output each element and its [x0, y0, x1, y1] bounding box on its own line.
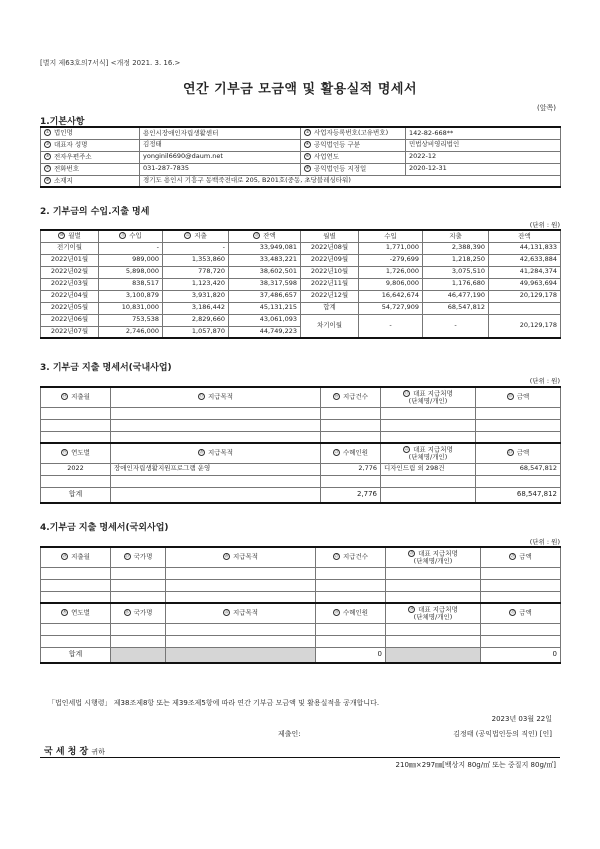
ovs-total-row: [41, 647, 561, 663]
dom-empty-row: [41, 407, 561, 419]
income-row: [41, 242, 561, 254]
basic-value: 용인시장애인자립생활센터: [140, 127, 301, 139]
section-income-title: 2. 기부금의 수입.지출 명세: [40, 207, 150, 217]
month-cell: 2022년02월: [41, 266, 99, 278]
col-month-2: 월별: [301, 230, 359, 242]
dom-data-row: [41, 463, 561, 475]
income-cell: 10,831,000: [99, 302, 163, 314]
legal-statement: 「법인세법 시행령」 제38조제8항 또는 제39조제5항에 따라 연간 기부금 모금액 및 활용실적을 공개합니다.: [48, 699, 380, 707]
month-cell: 2022년06월: [41, 314, 99, 326]
ovs-empty-row: [41, 591, 561, 603]
dom-col-beneficiaries: ㉑ 수혜인원: [321, 443, 381, 463]
expense-cell: 46,477,190: [423, 290, 489, 302]
dom-col-purpose-2: ⑳ 지급목적: [111, 443, 321, 463]
expense-cell: 1,353,860: [163, 254, 229, 266]
recipient: 국 세 청 장 귀하: [44, 747, 105, 757]
dom-empty-row: [41, 475, 561, 487]
balance-cell: 43,061,093: [229, 314, 301, 326]
dom-purpose: 장애인자립생활지원프로그램 운영: [111, 463, 321, 475]
basic-info-table: [40, 126, 561, 188]
expense-cell: 2,829,660: [163, 314, 229, 326]
dom-empty-row: [41, 419, 561, 431]
expense-cell: 778,720: [163, 266, 229, 278]
balance-cell: 38,317,598: [229, 278, 301, 290]
ovs-empty-row: [41, 623, 561, 635]
expense-cell: 1,123,420: [163, 278, 229, 290]
month-cell: 2022년07월: [41, 326, 99, 338]
income-cell: 9,806,000: [359, 278, 423, 290]
ovs-col-purpose: ㉖ 지급목적: [166, 547, 316, 567]
basic-value: 142-82-668**: [406, 127, 561, 139]
ovs-col-purpose-2: ㉜ 지급목적: [166, 603, 316, 623]
month-cell: 2022년11월: [301, 278, 359, 290]
balance-cell: 42,633,884: [489, 254, 561, 266]
basic-value: 2020-12-31: [406, 163, 561, 175]
basic-label: ⑤ 전자우편주소: [41, 151, 140, 163]
basic-label: ① 법인명: [41, 127, 140, 139]
income-cell: 5,898,000: [99, 266, 163, 278]
paper-spec: 210㎜×297㎜[백상지 80g/㎡ 또는 중질지 80g/㎡]: [395, 761, 556, 769]
section-overseas-title: 4.기부금 지출 명세서(국외사업): [40, 523, 169, 533]
dom-year: 2022: [41, 463, 111, 475]
col-expense-2: 지출: [423, 230, 489, 242]
basic-label: ④ 공익법인등 구분: [301, 139, 406, 151]
month-cell: 2022년05월: [41, 302, 99, 314]
front-side-label: (앞쪽): [537, 104, 556, 112]
expense-cell: 2,388,390: [423, 242, 489, 254]
dom-total-amount: 68,547,812: [476, 487, 561, 503]
basic-label: ② 사업자등록번호(고유번호): [301, 127, 406, 139]
ovs-col-month: ㉔ 지출월: [41, 547, 111, 567]
col-expense: ⑫ 지출: [163, 230, 229, 242]
month-cell: 2022년04월: [41, 290, 99, 302]
basic-info-row: [41, 163, 561, 175]
basic-label: ⑦ 전화번호: [41, 163, 140, 175]
month-cell: 2022년01월: [41, 254, 99, 266]
dom-col-month: ⑭ 지출월: [41, 387, 111, 407]
dom-col-year: ⑲ 연도별: [41, 443, 111, 463]
col-income-2: 수입: [359, 230, 423, 242]
basic-label: ③ 대표자 성명: [41, 139, 140, 151]
month-cell: 합계: [301, 302, 359, 314]
basic-info-row: [41, 151, 561, 163]
balance-cell: 45,131,215: [229, 302, 301, 314]
ovs-col-beneficiaries: ㉝ 수혜인원: [316, 603, 386, 623]
income-cell: 753,538: [99, 314, 163, 326]
ovs-total-label: 합계: [41, 647, 111, 663]
balance-cell: 49,963,694: [489, 278, 561, 290]
income-cell: -: [99, 242, 163, 254]
ovs-empty-row: [41, 567, 561, 579]
address-label: ⑨ 소재지: [41, 175, 140, 187]
balance-cell: 44,131,833: [489, 242, 561, 254]
dom-payee: 디자인드림 외 298건: [381, 463, 476, 475]
basic-value: yonginil6690@daum.net: [140, 151, 301, 163]
dom-col-payee-2: ㉒ 대표 지급처명 (단체명/개인): [381, 443, 476, 463]
basic-label: ⑧ 공익법인등 지정일: [301, 163, 406, 175]
expense-cell: 1,218,250: [423, 254, 489, 266]
ovs-col-payee-2: ㉞ 대표 지급처명 (단체명/개인): [386, 603, 481, 623]
dom-amount: 68,547,812: [476, 463, 561, 475]
section-basic-title: 1.기본사항: [40, 117, 85, 127]
basic-value: 031-287-7835: [140, 163, 301, 175]
balance-cell: 20,129,178: [489, 314, 561, 338]
expense-cell: -: [163, 242, 229, 254]
month-cell: 차기이월: [301, 314, 359, 338]
expense-cell: 3,186,442: [163, 302, 229, 314]
dom-total-count: 2,776: [321, 487, 381, 503]
basic-value: 김정태: [140, 139, 301, 151]
dom-col-amount: ⑱ 금액: [476, 387, 561, 407]
ovs-total-count: 0: [316, 647, 386, 663]
balance-cell: 20,129,178: [489, 290, 561, 302]
month-cell: 2022년08월: [301, 242, 359, 254]
dom-col-payee: ⑰ 대표 지급처명 (단체명/개인): [381, 387, 476, 407]
dom-col-count: ⑯ 지급건수: [321, 387, 381, 407]
income-expense-table: [40, 229, 561, 339]
overseas-unit: (단위 : 원): [529, 538, 560, 546]
col-balance: ⑬ 잔액: [229, 230, 301, 242]
domestic-unit: (단위 : 원): [529, 377, 560, 385]
expense-cell: -: [423, 314, 489, 338]
col-month: ⑩ 월별: [41, 230, 99, 242]
balance-cell: 37,486,657: [229, 290, 301, 302]
address-value: 경기도 용인시 기흥구 동백죽전대로 205, B201호(중동, 초당블레싱타워): [140, 175, 561, 187]
overseas-expense-table: [40, 546, 561, 664]
income-cell: 3,100,879: [99, 290, 163, 302]
income-cell: -279,699: [359, 254, 423, 266]
dom-col-amount-2: ㉓ 금액: [476, 443, 561, 463]
income-row: [41, 302, 561, 314]
balance-cell: 44,749,223: [229, 326, 301, 338]
submission-date: 2023년 03월 22일: [491, 715, 552, 723]
month-cell: 전기이월: [41, 242, 99, 254]
ovs-empty-row: [41, 579, 561, 591]
balance-cell: 41,284,374: [489, 266, 561, 278]
ovs-empty-row: [41, 635, 561, 647]
income-cell: 1,726,000: [359, 266, 423, 278]
income-cell: 989,000: [99, 254, 163, 266]
income-cell: 2,746,000: [99, 326, 163, 338]
expense-cell: 1,176,680: [423, 278, 489, 290]
col-balance-2: 잔액: [489, 230, 561, 242]
basic-label: ⑥ 사업연도: [301, 151, 406, 163]
submitter-name: 김정태 (공익법인등의 직인) [인]: [453, 730, 552, 738]
form-tag: [별지 제63호의7서식] <개정 2021. 3. 16.>: [40, 59, 181, 67]
ovs-col-country-2: ㉛ 국가명: [111, 603, 166, 623]
dom-total-row: [41, 487, 561, 503]
ovs-col-country: ㉕ 국가명: [111, 547, 166, 567]
dom-count: 2,776: [321, 463, 381, 475]
month-cell: 2022년12월: [301, 290, 359, 302]
basic-info-row: [41, 127, 561, 139]
income-cell: 1,771,000: [359, 242, 423, 254]
income-row: [41, 254, 561, 266]
ovs-col-year: ㉚ 연도별: [41, 603, 111, 623]
balance-cell: [489, 302, 561, 314]
income-cell: -: [359, 314, 423, 338]
ovs-col-amount-2: ㉟ 금액: [481, 603, 561, 623]
ovs-total-amount: 0: [481, 647, 561, 663]
expense-cell: 1,057,870: [163, 326, 229, 338]
balance-cell: 33,483,221: [229, 254, 301, 266]
dom-total-label: 합계: [41, 487, 111, 503]
dom-empty-row: [41, 431, 561, 443]
income-row: [41, 266, 561, 278]
basic-value: 2022-12: [406, 151, 561, 163]
ovs-col-payee: ㉘ 대표 지급처명 (단체명/개인): [386, 547, 481, 567]
month-cell: 2022년03월: [41, 278, 99, 290]
expense-cell: 3,931,820: [163, 290, 229, 302]
basic-address-row: [41, 175, 561, 187]
income-cell: 838,517: [99, 278, 163, 290]
income-row: [41, 278, 561, 290]
basic-value: 민법상비영리법인: [406, 139, 561, 151]
ovs-col-amount: ㉙ 금액: [481, 547, 561, 567]
balance-cell: 33,949,081: [229, 242, 301, 254]
dom-col-purpose: ⑮ 지급목적: [111, 387, 321, 407]
ovs-col-count: ㉗ 지급건수: [316, 547, 386, 567]
domestic-expense-table: [40, 386, 561, 504]
submitter-label: 제출인:: [278, 730, 301, 738]
balance-cell: 38,602,501: [229, 266, 301, 278]
month-cell: 2022년10월: [301, 266, 359, 278]
income-cell: 54,727,909: [359, 302, 423, 314]
month-cell: 2022년09월: [301, 254, 359, 266]
income-row: [41, 290, 561, 302]
basic-info-row: [41, 139, 561, 151]
footer-rule: [40, 757, 560, 758]
section-domestic-title: 3. 기부금 지출 명세서(국내사업): [40, 363, 172, 373]
expense-cell: 3,075,510: [423, 266, 489, 278]
income-unit: (단위 : 원): [529, 221, 560, 229]
income-row: [41, 314, 561, 326]
income-cell: 16,642,674: [359, 290, 423, 302]
document-title: 연간 기부금 모금액 및 활용실적 명세서: [182, 82, 418, 97]
expense-cell: 68,547,812: [423, 302, 489, 314]
col-income: ⑪ 수입: [99, 230, 163, 242]
